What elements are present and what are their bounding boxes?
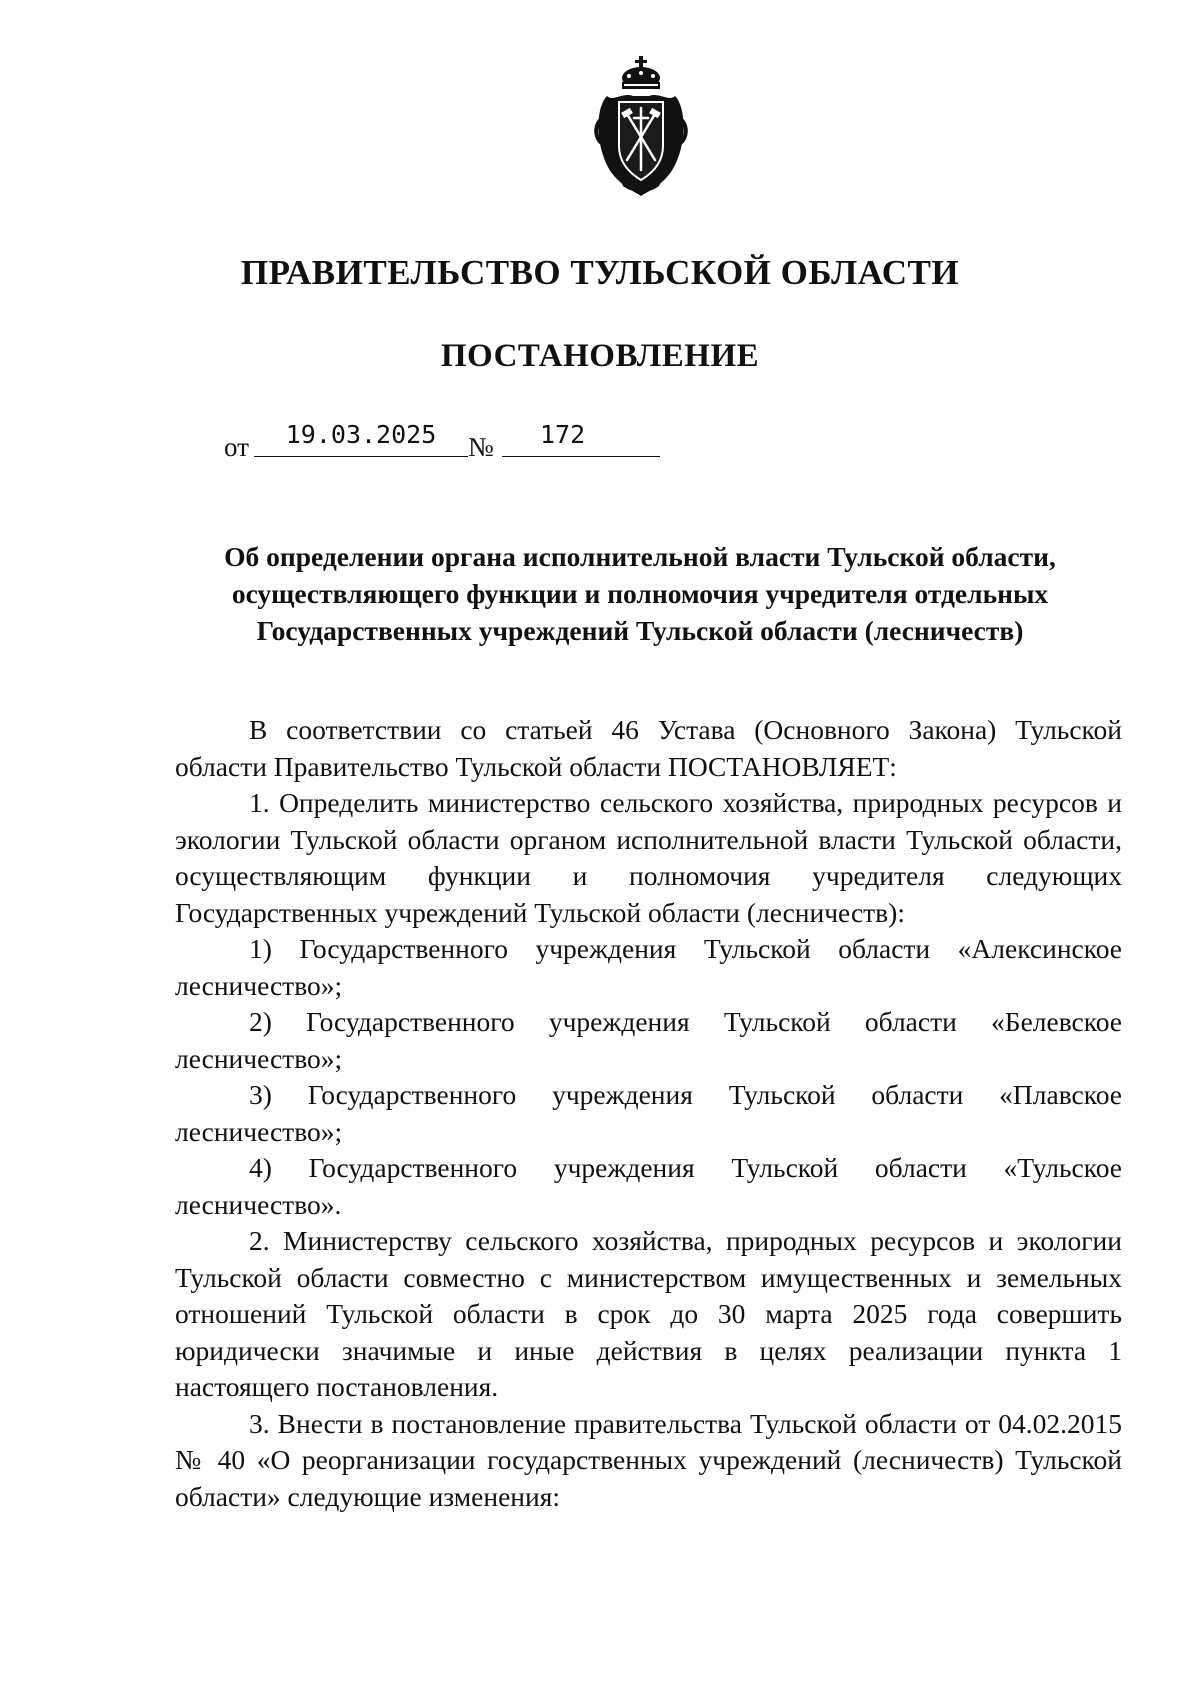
document-body — [175, 712, 1122, 1515]
item-1-paragraph: 1. Определить министерство сельского хозяйства, природных ресурсов и экологии Тульской области органом исполнительной власти Тульской области, осуществляющим функции и полномочия учредителя следующих Государственных учреждений Тульской области (лесничеств): — [175, 787, 1122, 928]
subject-line: Государственных учреждений Тульской области (лесничеств) — [256, 615, 1024, 646]
subitem-4-paragraph: 4) Государственного учреждения Тульской области «Тульское лесничество». — [175, 1152, 1122, 1220]
subitem-2-paragraph: 2) Государственного учреждения Тульской области «Белевское лесничество»; — [175, 1006, 1122, 1074]
item-2-paragraph: 2. Министерству сельского хозяйства, природных ресурсов и экологии Тульской области совместно с министерством имущественных и земельных отношений Тульской области в срок до 30 марта 2025 года совершить юридически значимые и иные действия в целях реализации пункта 1 настоящего постановления. — [175, 1225, 1122, 1402]
number-field — [502, 420, 660, 457]
subitem-3-paragraph: 3) Государственного учреждения Тульской области «Плавское лесничество»; — [175, 1079, 1122, 1147]
subject-line: осуществляющего функции и полномочия учредителя отдельных — [231, 578, 1049, 609]
organization-title: ПРАВИТЕЛЬСТВО ТУЛЬСКОЙ ОБЛАСТИ — [240, 253, 960, 292]
number-label: № — [468, 432, 494, 462]
document-type-heading: ПОСТАНОВЛЕНИЕ — [440, 338, 760, 374]
date-field — [254, 420, 468, 457]
coat-of-arms-emblem — [589, 48, 694, 198]
preamble-paragraph: В соответствии со статьей 46 Устава (Основного Закона) Тульской области Правительство Тульской области ПОСТАНОВЛЯЕТ: — [175, 714, 1122, 782]
item-3-paragraph: 3. Внести в постановление правительства Тульской области от 04.02.2015 № 40 «О реорганизации государственных учреждений (лесничеств) Тульской области» следующие изменения: — [175, 1407, 1122, 1512]
subject-line: Об определении органа исполнительной власти Тульской области, — [224, 541, 1056, 572]
document-date: 19.03.2025 — [285, 420, 437, 449]
date-label: от — [224, 432, 249, 462]
document-number: 172 — [540, 420, 586, 449]
document-subject — [160, 538, 1120, 649]
subitem-1-paragraph: 1) Государственного учреждения Тульской области «Алексинское лесничество»; — [175, 933, 1122, 1001]
